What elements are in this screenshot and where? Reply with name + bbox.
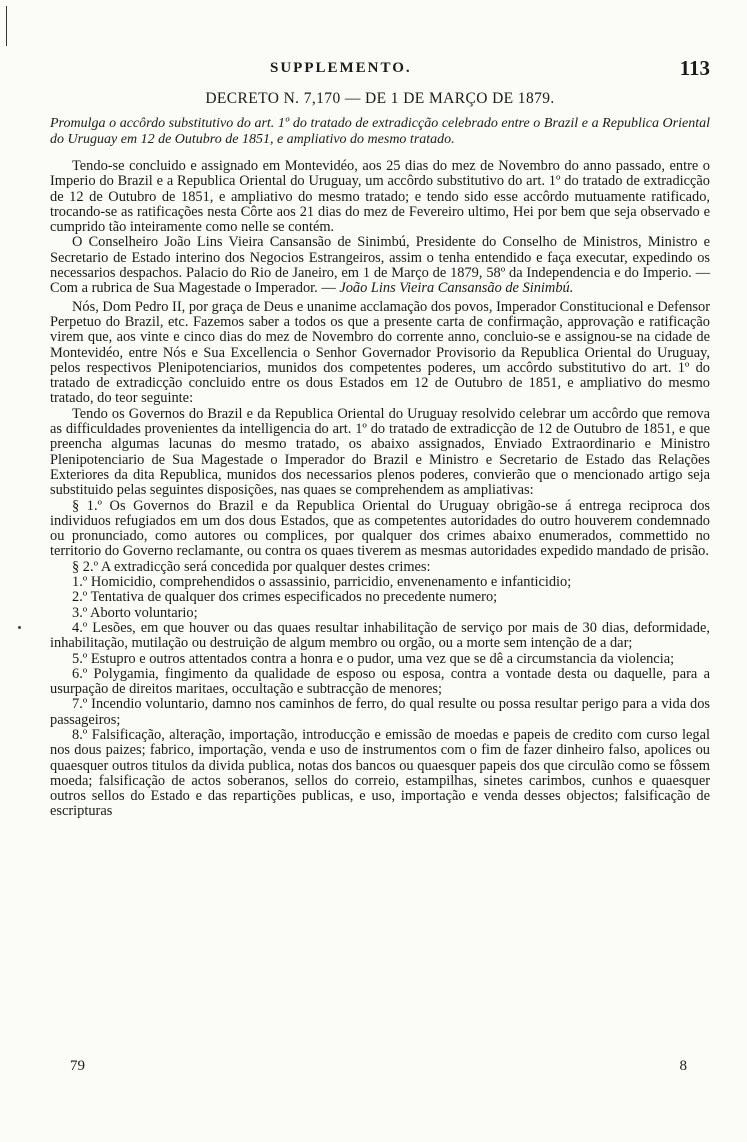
paragraph-order (50, 235, 710, 296)
paragraph-ratification: Nós, Dom Pedro II, por graça de Deus e unanime acclamação dos povos, Imperador Constitucional e Defensor Perpetuo do Brazil, etc. Fazemos saber a todos os que a presente carta de confirmação, approvação e ratificação virem que, aos vinte e cinco dias do mez de Novembro do corrente anno, concluio-se e assignou-se na cidade de Montevidéo, entre Nós e Sua Excellencia o Senhor Governador Provisorio da Republica Oriental do Uruguay, pelos respectivos Plenipotenciarios, munidos dos competentes poderes, um accôrdo substitutivo do art. 1º do tratado de extradicção concluido entre os dous Estados em 12 de Outubro de 1851, e ampliativo do mesmo tratado, do teor seguinte: (50, 298, 710, 407)
signature: João Lins Vieira Cansansão de Sinimbú. (339, 280, 574, 297)
signature-mark-right: 8 (679, 1058, 687, 1074)
paragraph-order-text: O Conselheiro João Lins Vieira Cansansão de Sinimbú, Presidente do Conselho de Ministros, Ministro e Secretario de Estado interino dos Negocios Estrangeiros, assim o tenha entendido e faça executar, expedindo os necessarios despachos. Palacio do Rio de Janeiro, em 1 de Março de 1879, 58º da Independencia e do Imperio. — Com a rubrica de Sua Magestade o Imperador. — (50, 234, 710, 297)
scan-speck (18, 626, 21, 629)
scan-margin-line (6, 6, 7, 46)
list-item-crime-2: 2.º Tentativa de qualquer dos crimes especificados no precedente numero; (72, 589, 498, 606)
list-item-crime-6: 6.º Polygamia, fingimento da qualidade de esposo ou esposa, contra a vontade desta ou daquelle, para a usurpação de direitos maritaes, occultação e subtracção de menores; (50, 665, 710, 698)
list-item-crime-4: 4.º Lesões, em que houver ou das quaes resultar inhabilitação de serviço por mais de 30 dias, deformidade, inhabilitação, mutilação ou destruição de algum membro ou orgão, ou a morte sem intenção de a dar; (50, 619, 710, 652)
list-item-crime-1: 1.º Homicidio, comprehendidos o assassinio, parricidio, envenenamento e infanticidio; (72, 574, 572, 591)
section-1: § 1.º Os Governos do Brazil e da Republica Oriental do Uruguay obrigão-se á entrega reciproca dos individuos refugiados em um dos dous Estados, que as competentes autoridades do outro houverem condemnado ou pronunciado, como autores ou complices, por qualquer dos crimes abaixo enumerados, commettido no territorio do Governo reclamante, ou contra os quaes tiverem as mesmas autoridades expedido mandado de prisão. (50, 497, 710, 560)
page (50, 56, 710, 820)
decree-summary: Promulga o accôrdo substitutivo do art. 1º do tratado de extradicção celebrado entre o Brazil e a Republica Oriental do Uruguay em 12 de Outubro de 1851, e ampliativo do mesmo tratado. (50, 116, 710, 147)
page-header (50, 56, 710, 84)
decree-title: DECRETO N. 7,170 — DE 1 DE MARÇO DE 1879. (205, 90, 555, 107)
page-number: 113 (679, 56, 710, 80)
paragraph-agreement: Tendo os Governos do Brazil e da Republica Oriental do Uruguay resolvido celebrar um accôrdo que remova as difficuldades provenientes da intelligencia do art. 1º do tratado de extradicção de 12 de Outubro de 1851, e que preencha algumas lacunas do mesmo tratado, os abaixo assignados, Enviado Extraordinario e Ministro Plenipotenciario de Sua Magestade o Imperador do Brazil e Ministro e Secretario de Estado das Relações Exteriores da dita Republica, munidos dos necessarios plenos poderes, convierão que o mencionado artigo seja substituido pelas seguintes disposições, nas quaes se comprehendem as ampliativas: (50, 405, 710, 499)
paragraph-preamble: Tendo-se concluido e assignado em Montevidéo, aos 25 dias do mez de Novembro do anno passado, entre o Imperio do Brazil e a Republica Oriental do Uruguay, um accôrdo substitutivo do art. 1º do tratado de extradicção de 12 de Outubro de 1851, e ampliativo do mesmo tratado; e tendo sido esse accôrdo mutuamente ratificado, trocando-se as ratificações nesta Côrte aos 21 dias do mez de Fevereiro ultimo, Hei por bem que seja observado e cumprido tão inteiramente como nelle se contém. (50, 158, 710, 236)
list-item-crime-5: 5.º Estupro e outros attentados contra a honra e o pudor, uma vez que se dê a circumstancia da violencia; (72, 650, 675, 667)
list-item-crime-3: 3.º Aborto voluntario; (72, 604, 198, 621)
list-item-crime-7: 7.º Incendio voluntario, damno nos caminhos de ferro, do qual resulte ou possa resultar perigo para a vida dos passageiros; (50, 696, 710, 728)
list-item-crime-8: 8.º Falsificação, alteração, importação, introducção e emissão de moedas e papeis de credito com curso legal nos dous paizes; fabrico, importação, venda e uso de instrumentos com o fim de fazer dinheiro falso, apolices ou quaesquer outros titulos da divida publica, notas dos bancos ou quaesquer papeis dos que circulão como se fôssem moeda; falsificação de actos soberanos, sellos do correio, estampilhas, sinetes carimbos, cunhos e quaesquer outros sellos do Estado e das repartições publicas, e uso, importação e venda desses objectos; falsificação de escripturas (50, 726, 710, 820)
section-2: § 2.º A extradicção será concedida por qualquer destes crimes: (72, 558, 431, 575)
signature-mark-left: 79 (70, 1058, 85, 1074)
running-title: SUPPLEMENTO. (270, 60, 412, 76)
